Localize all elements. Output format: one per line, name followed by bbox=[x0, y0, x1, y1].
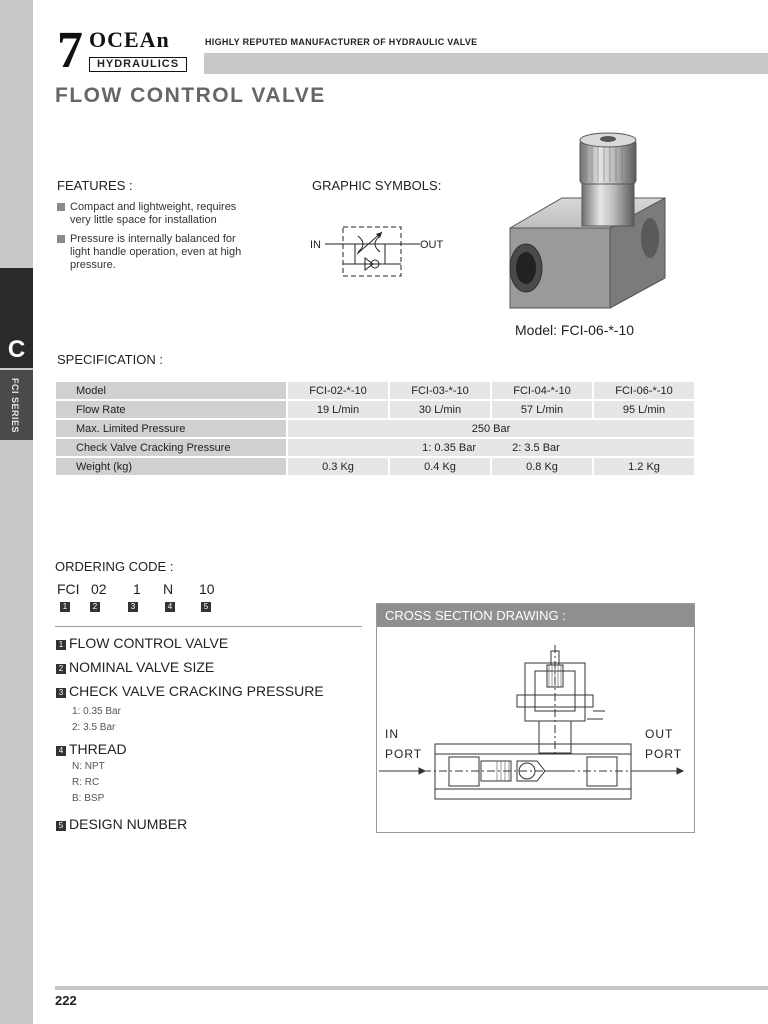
number-badge: 2 bbox=[90, 602, 100, 612]
spec-model-cell: FCI-02-*-10 bbox=[288, 382, 388, 399]
cross-section-heading: CROSS SECTION DRAWING : bbox=[377, 604, 694, 627]
spec-value-cell: 19 L/min bbox=[288, 401, 388, 418]
table-row bbox=[56, 401, 694, 418]
spec-model-cell: FCI-06-*-10 bbox=[594, 382, 694, 399]
ordering-heading: ORDERING CODE : bbox=[55, 559, 174, 574]
logo-wordmark: OCEAn bbox=[89, 27, 170, 52]
cracking-pressure-a: 1: 0.35 Bar bbox=[422, 441, 476, 454]
features-heading: FEATURES : bbox=[57, 178, 133, 193]
feature-text: Compact and lightweight, requires very little space for installation bbox=[70, 201, 237, 226]
feature-item bbox=[57, 201, 257, 227]
table-row bbox=[56, 458, 694, 475]
out-label: OUT bbox=[645, 727, 674, 741]
spec-value-cell: 0.3 Kg bbox=[288, 458, 388, 475]
number-badge: 1 bbox=[60, 602, 70, 612]
ordering-list bbox=[56, 635, 324, 834]
ordering-sub-item: 1: 0.35 Bar bbox=[72, 706, 121, 717]
table-row bbox=[56, 382, 694, 399]
spec-value-cell: 95 L/min bbox=[594, 401, 694, 418]
table-row bbox=[56, 420, 694, 437]
specification-heading: SPECIFICATION : bbox=[57, 352, 163, 367]
number-badge: 5 bbox=[201, 602, 211, 612]
product-image bbox=[500, 128, 670, 310]
spec-row-label: Model bbox=[56, 382, 286, 399]
in-port-label: PORT bbox=[385, 747, 423, 761]
spec-value-cell: 1.2 Kg bbox=[594, 458, 694, 475]
section-tab-letter: C bbox=[7, 336, 26, 363]
ordering-item bbox=[56, 683, 324, 733]
spec-row-label: Flow Rate bbox=[56, 401, 286, 418]
cross-section-panel bbox=[376, 603, 695, 833]
feature-text: Pressure is internally balanced for light handle operation, even at high pressure. bbox=[70, 233, 242, 271]
footer-line bbox=[55, 986, 768, 990]
number-badge: 2 bbox=[56, 664, 66, 674]
ordering-item bbox=[56, 635, 324, 653]
series-label: FCI SERIES bbox=[10, 378, 20, 434]
code-part: 1 bbox=[133, 581, 141, 597]
code-part: 02 bbox=[91, 581, 107, 597]
feature-item bbox=[57, 233, 257, 272]
spec-value-cell: 250 Bar bbox=[288, 420, 694, 437]
spec-value-cell: 57 L/min bbox=[492, 401, 592, 418]
company-logo bbox=[57, 22, 189, 79]
spec-value-cell bbox=[288, 439, 694, 456]
header-bar bbox=[204, 53, 768, 74]
spec-value-cell: 30 L/min bbox=[390, 401, 490, 418]
symbol-out-label: OUT bbox=[420, 239, 444, 251]
ordering-item bbox=[56, 741, 324, 804]
code-part: 10 bbox=[199, 581, 215, 597]
number-badge: 4 bbox=[56, 746, 66, 756]
bullet-icon bbox=[57, 203, 65, 211]
page-number: 222 bbox=[55, 993, 77, 1008]
ordering-sub-item: R: RC bbox=[72, 777, 100, 788]
spec-model-cell: FCI-03-*-10 bbox=[390, 382, 490, 399]
spec-value-cell: 0.4 Kg bbox=[390, 458, 490, 475]
header-tagline: HIGHLY REPUTED MANUFACTURER OF HYDRAULIC VALVE bbox=[205, 37, 478, 47]
series-tab bbox=[0, 370, 33, 440]
flow-control-symbol-icon bbox=[325, 222, 420, 280]
number-badge: 1 bbox=[56, 640, 66, 650]
number-badge: 3 bbox=[56, 688, 66, 698]
bullet-icon bbox=[57, 235, 65, 243]
product-caption: Model: FCI-06-*-10 bbox=[515, 322, 635, 338]
ordering-item bbox=[56, 659, 324, 677]
specification-table bbox=[54, 380, 696, 477]
spec-value-cell: 0.8 Kg bbox=[492, 458, 592, 475]
out-port-label: PORT bbox=[645, 747, 683, 761]
ordering-sub-item: 2: 3.5 Bar bbox=[72, 722, 116, 733]
code-part: N bbox=[163, 581, 174, 597]
ordering-sub-item: N: NPT bbox=[72, 761, 105, 772]
cross-section-drawing bbox=[377, 627, 694, 832]
number-badge: 5 bbox=[56, 821, 66, 831]
in-label: IN bbox=[385, 727, 399, 741]
left-sidebar bbox=[0, 0, 33, 1024]
code-part: FCI bbox=[57, 581, 80, 597]
spec-row-label: Max. Limited Pressure bbox=[56, 420, 286, 437]
ordering-item bbox=[56, 816, 324, 834]
number-badge: 3 bbox=[128, 602, 138, 612]
symbol-in-label: IN bbox=[310, 239, 321, 251]
graphic-symbols-heading: GRAPHIC SYMBOLS: bbox=[312, 178, 442, 193]
ordering-item-label: NOMINAL VALVE SIZE bbox=[69, 659, 215, 675]
ordering-item-label: FLOW CONTROL VALVE bbox=[69, 635, 229, 651]
ordering-item-label: DESIGN NUMBER bbox=[69, 816, 188, 832]
features-list bbox=[57, 201, 257, 272]
spec-row-label: Check Valve Cracking Pressure bbox=[56, 439, 286, 456]
spec-row-label: Weight (kg) bbox=[56, 458, 286, 475]
ordering-item-label: THREAD bbox=[69, 741, 127, 757]
logo-mark: 7 bbox=[57, 22, 81, 79]
ordering-item-label: CHECK VALVE CRACKING PRESSURE bbox=[69, 683, 324, 699]
number-badge: 4 bbox=[165, 602, 175, 612]
ordering-sub-item: B: BSP bbox=[72, 793, 105, 804]
spec-model-cell: FCI-04-*-10 bbox=[492, 382, 592, 399]
ordering-divider bbox=[55, 626, 362, 627]
logo-subtitle: HYDRAULICS bbox=[89, 57, 187, 72]
cracking-pressure-b: 2: 3.5 Bar bbox=[512, 441, 560, 454]
section-tab[interactable] bbox=[0, 268, 33, 368]
page-title: FLOW CONTROL VALVE bbox=[55, 84, 326, 107]
table-row bbox=[56, 439, 694, 456]
